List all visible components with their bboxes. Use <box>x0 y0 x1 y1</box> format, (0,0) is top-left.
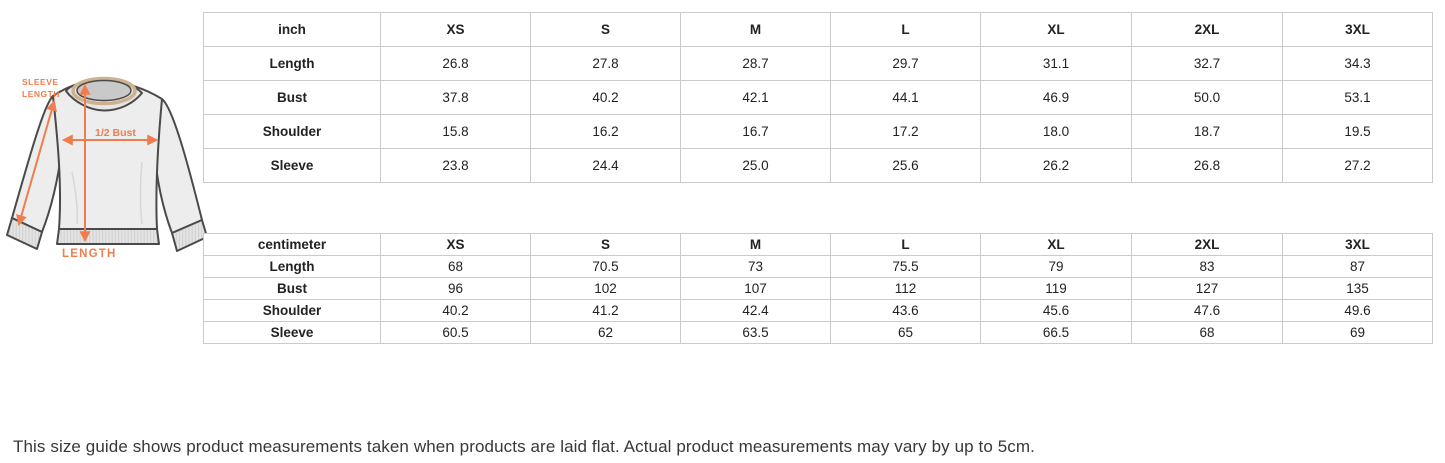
measurement-value: 73 <box>681 256 831 278</box>
size-column-header: 3XL <box>1283 234 1433 256</box>
measurement-value: 79 <box>981 256 1132 278</box>
size-column-header: XS <box>381 13 531 47</box>
sleeve-length-label-line2: LENGTH <box>22 89 60 99</box>
measurement-label: Length <box>204 47 381 81</box>
measurement-label: Sleeve <box>204 322 381 344</box>
measurement-value: 37.8 <box>381 81 531 115</box>
measurement-row <box>204 47 1433 81</box>
measurement-value: 26.8 <box>381 47 531 81</box>
size-column-header: M <box>681 234 831 256</box>
size-column-header: S <box>531 234 681 256</box>
measurement-value: 15.8 <box>381 115 531 149</box>
size-column-header: 2XL <box>1132 234 1283 256</box>
measurement-value: 53.1 <box>1283 81 1433 115</box>
measurement-value: 42.4 <box>681 300 831 322</box>
measurement-value: 46.9 <box>981 81 1132 115</box>
measurement-row <box>204 81 1433 115</box>
measurement-label: Sleeve <box>204 149 381 183</box>
measurement-value: 25.6 <box>831 149 981 183</box>
measurement-value: 29.7 <box>831 47 981 81</box>
size-column-header: 3XL <box>1283 13 1433 47</box>
length-label: LENGTH <box>62 248 117 260</box>
size-table-inch <box>203 12 1433 183</box>
size-guide-disclaimer: This size guide shows product measurements taken when products are laid flat. Actual product measurements may vary by up to 5cm. <box>13 437 1035 456</box>
size-column-header: M <box>681 13 831 47</box>
measurement-value: 40.2 <box>531 81 681 115</box>
measurement-value: 26.2 <box>981 149 1132 183</box>
measurement-value: 119 <box>981 278 1132 300</box>
header-row <box>204 13 1433 47</box>
measurement-row <box>204 278 1433 300</box>
measurement-value: 63.5 <box>681 322 831 344</box>
hem-band <box>57 229 159 244</box>
measurement-value: 27.8 <box>531 47 681 81</box>
measurement-value: 62 <box>531 322 681 344</box>
measurement-value: 28.7 <box>681 47 831 81</box>
measurement-value: 23.8 <box>381 149 531 183</box>
size-column-header: XS <box>381 234 531 256</box>
measurement-value: 65 <box>831 322 981 344</box>
sleeve-length-label-line1: SLEEVE <box>22 77 59 87</box>
measurement-value: 18.0 <box>981 115 1132 149</box>
measurement-label: Length <box>204 256 381 278</box>
size-column-header: L <box>831 13 981 47</box>
measurement-value: 32.7 <box>1132 47 1283 81</box>
measurement-value: 69 <box>1283 322 1433 344</box>
measurement-value: 17.2 <box>831 115 981 149</box>
sweatshirt-measurement-diagram <box>6 52 208 264</box>
measurement-value: 135 <box>1283 278 1433 300</box>
measurement-label: Bust <box>204 81 381 115</box>
measurement-value: 96 <box>381 278 531 300</box>
measurement-value: 16.7 <box>681 115 831 149</box>
measurement-row <box>204 256 1433 278</box>
measurement-value: 24.4 <box>531 149 681 183</box>
sweatshirt-illustration <box>6 52 208 264</box>
unit-header: centimeter <box>204 234 381 256</box>
size-column-header: XL <box>981 13 1132 47</box>
measurement-value: 66.5 <box>981 322 1132 344</box>
unit-header: inch <box>204 13 381 47</box>
size-table-centimeter <box>203 233 1433 344</box>
measurement-row <box>204 300 1433 322</box>
measurement-row <box>204 115 1433 149</box>
measurement-value: 47.6 <box>1132 300 1283 322</box>
size-column-header: S <box>531 13 681 47</box>
size-column-header: L <box>831 234 981 256</box>
measurement-value: 26.8 <box>1132 149 1283 183</box>
measurement-value: 31.1 <box>981 47 1132 81</box>
measurement-value: 25.0 <box>681 149 831 183</box>
size-column-header: XL <box>981 234 1132 256</box>
measurement-value: 16.2 <box>531 115 681 149</box>
measurement-value: 43.6 <box>831 300 981 322</box>
header-row <box>204 234 1433 256</box>
measurement-value: 50.0 <box>1132 81 1283 115</box>
measurement-value: 34.3 <box>1283 47 1433 81</box>
measurement-value: 18.7 <box>1132 115 1283 149</box>
measurement-value: 102 <box>531 278 681 300</box>
measurement-value: 112 <box>831 278 981 300</box>
measurement-value: 83 <box>1132 256 1283 278</box>
measurement-value: 70.5 <box>531 256 681 278</box>
size-column-header: 2XL <box>1132 13 1283 47</box>
measurement-value: 49.6 <box>1283 300 1433 322</box>
measurement-value: 68 <box>381 256 531 278</box>
half-bust-label: 1/2 Bust <box>95 127 136 139</box>
measurement-value: 127 <box>1132 278 1283 300</box>
measurement-value: 41.2 <box>531 300 681 322</box>
measurement-value: 42.1 <box>681 81 831 115</box>
measurement-label: Bust <box>204 278 381 300</box>
measurement-value: 44.1 <box>831 81 981 115</box>
measurement-value: 40.2 <box>381 300 531 322</box>
measurement-row <box>204 322 1433 344</box>
measurement-row <box>204 149 1433 183</box>
measurement-value: 68 <box>1132 322 1283 344</box>
measurement-label: Shoulder <box>204 300 381 322</box>
measurement-value: 107 <box>681 278 831 300</box>
measurement-value: 19.5 <box>1283 115 1433 149</box>
measurement-value: 87 <box>1283 256 1433 278</box>
measurement-label: Shoulder <box>204 115 381 149</box>
measurement-value: 27.2 <box>1283 149 1433 183</box>
measurement-value: 45.6 <box>981 300 1132 322</box>
measurement-value: 75.5 <box>831 256 981 278</box>
measurement-value: 60.5 <box>381 322 531 344</box>
